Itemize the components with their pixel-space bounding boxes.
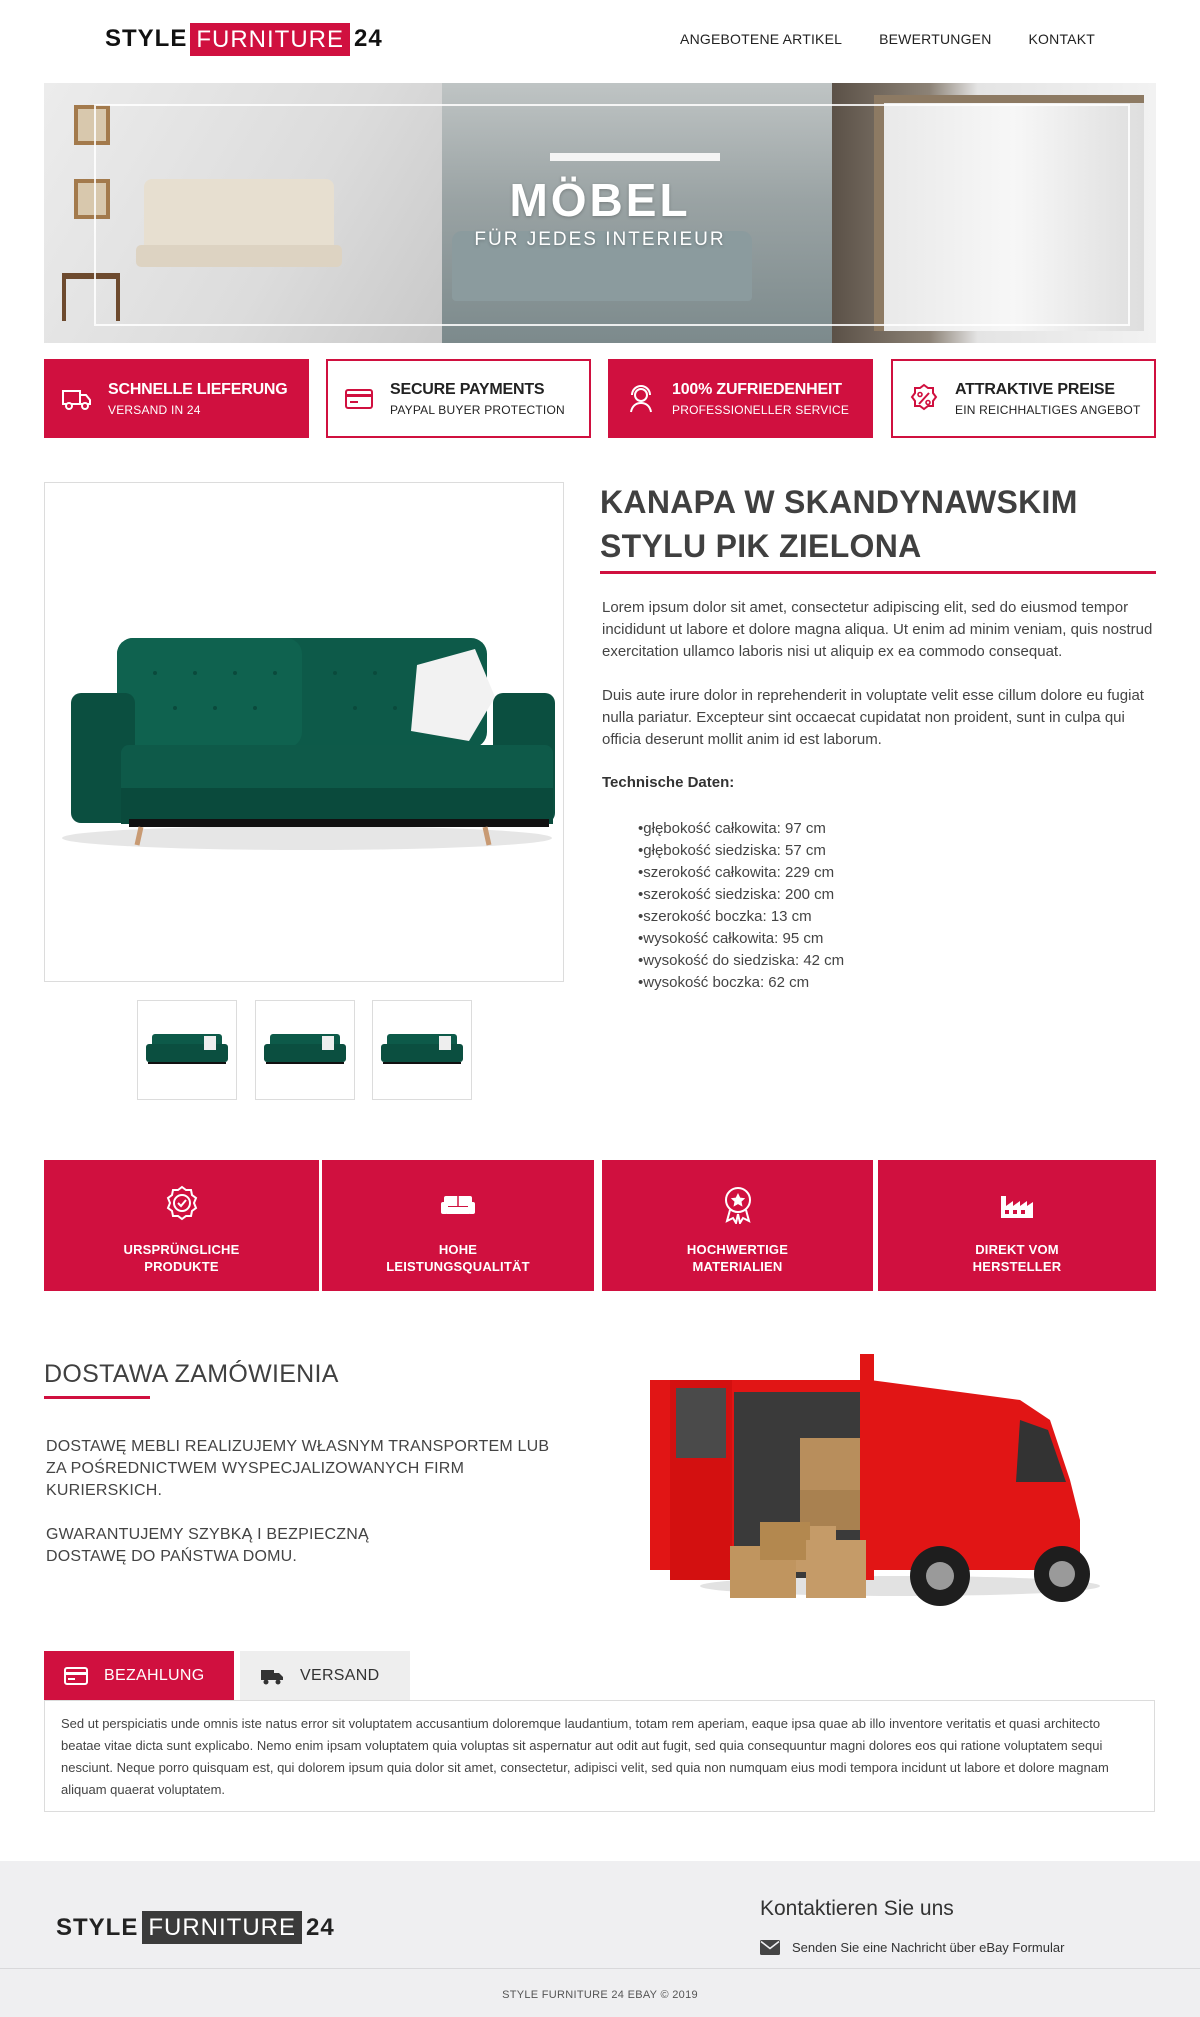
- brand-number: 24: [354, 25, 383, 52]
- hero-subtitle: FÜR JEDES INTERIEUR: [474, 229, 726, 250]
- brand-word-style: STYLE: [56, 1913, 139, 1941]
- nav-link-kontakt[interactable]: KONTAKT: [1028, 31, 1095, 47]
- discount-badge-icon: [907, 382, 941, 416]
- delivery-title: DOSTAWA ZAMÓWIENIA: [44, 1360, 339, 1388]
- hero-banner: [44, 83, 1156, 343]
- spec-item: • wysokość całkowita: 95 cm: [638, 928, 844, 950]
- feature-secure-payments: [326, 359, 591, 438]
- feature-title: 100% ZUFRIEDENHEIT: [672, 380, 842, 398]
- product-thumbnail[interactable]: [137, 1000, 237, 1100]
- spec-list: [638, 818, 844, 994]
- sofa-icon: [438, 1184, 478, 1224]
- product-thumbnail[interactable]: [255, 1000, 355, 1100]
- product-description: [602, 597, 1154, 773]
- feature-fast-delivery: [44, 359, 309, 438]
- product-main-image[interactable]: [44, 482, 564, 982]
- spec-item: • głębokość siedziska: 57 cm: [638, 840, 844, 862]
- brand-word-style: STYLE: [105, 25, 188, 52]
- red-van-with-boxes-image: [610, 1350, 1120, 1640]
- footer-divider: [0, 1968, 1200, 1969]
- contact-title: Kontaktieren Sie uns: [760, 1897, 954, 1920]
- benefit-label: HERSTELLER: [972, 1259, 1062, 1274]
- truck-icon: [60, 382, 94, 416]
- feature-subtitle: PAYPAL BUYER PROTECTION: [390, 402, 565, 417]
- benefit-label: MATERIALIEN: [692, 1259, 783, 1274]
- benefit-label: PRODUKTE: [144, 1259, 219, 1274]
- delivery-paragraph: GWARANTUJEMY SZYBKĄ I BEZPIECZNĄ DOSTAWĘ DO PAŃSTWA DOMU.: [46, 1526, 369, 1565]
- copyright-text: STYLE FURNITURE 24 EBAY © 2019: [502, 1989, 698, 2001]
- spec-item: • szerokość boczka: 13 cm: [638, 906, 844, 928]
- factory-icon: [997, 1184, 1037, 1224]
- header: [0, 0, 1200, 82]
- benefit-label: HOHE: [438, 1242, 478, 1257]
- product-thumbnail[interactable]: [372, 1000, 472, 1100]
- benefit-label: URSPRÜNGLICHE: [123, 1242, 240, 1257]
- spec-item: • wysokość boczka: 62 cm: [638, 972, 844, 994]
- brand-word-furniture: FURNITURE: [190, 23, 350, 56]
- benefit-direct-manufacturer: [878, 1160, 1156, 1291]
- delivery-title-underline: [44, 1396, 150, 1399]
- tech-data-label: Technische Daten:: [602, 774, 735, 791]
- credit-card-icon: [64, 1666, 88, 1686]
- nav-link-bewertungen[interactable]: BEWERTUNGEN: [879, 31, 992, 47]
- contact-link[interactable]: [760, 1940, 1064, 1955]
- feature-attractive-prices: [891, 359, 1156, 438]
- sofa-thumbnail-image: [377, 1028, 467, 1072]
- feature-satisfaction: [608, 359, 873, 438]
- description-paragraph: Lorem ipsum dolor sit amet, consectetur adipiscing elit, sed do eiusmod tempor incididunt ut labore et dolore magna aliqua. Ut enim ad minim veniam, quis nostrud exercitation ullamco laboris nisi ut aliquip ex ea commodo consequat.: [602, 599, 1153, 660]
- feature-title: ATTRAKTIVE PREISE: [955, 380, 1115, 398]
- description-paragraph: Duis aute irure dolor in reprehenderit in voluptate velit esse cillum dolore eu fugiat nulla pariatur. Excepteur sint occaecat cupidatat non proident, sunt in culpa qui officia deserunt mollit anim id est laborum.: [602, 687, 1144, 748]
- delivery-van-image: [610, 1350, 1120, 1640]
- feature-title: SECURE PAYMENTS: [390, 380, 545, 398]
- benefit-high-quality: [322, 1160, 594, 1291]
- footer: [0, 1861, 1200, 2017]
- credit-card-icon: [342, 382, 376, 416]
- title-underline: [600, 571, 1156, 574]
- spec-item: • szerokość siedziska: 200 cm: [638, 884, 844, 906]
- sofa-thumbnail-image: [260, 1028, 350, 1072]
- feature-subtitle: VERSAND IN 24: [108, 402, 201, 417]
- feature-strip: [44, 359, 1156, 438]
- brand-word-furniture: FURNITURE: [142, 1911, 302, 1944]
- spec-item: • wysokość do siedziska: 42 cm: [638, 950, 844, 972]
- benefit-label: LEISTUNGSQUALITÄT: [386, 1259, 530, 1274]
- footer-brand-logo[interactable]: [56, 1911, 335, 1944]
- benefit-label: DIREKT VOM: [975, 1242, 1059, 1257]
- tab-label: VERSAND: [300, 1666, 380, 1684]
- medal-star-icon: [718, 1184, 758, 1224]
- tab-panel: Sed ut perspiciatis unde omnis iste natus error sit voluptatem accusantium doloremque laudantium, totam rem aperiam, eaque ipsa quae ab illo inventore veritatis et quasi architecto beatae vitae dicta sunt explicabo. Nemo enim ipsam voluptatem quia voluptas sit aspernatur aut odit aut fugit, sed quia consequuntur magni dolores eos qui ratione voluptatem sequi nesciunt. Neque porro quisquam est, qui dolorem ipsum quia dolor sit amet, consectetur, adipisci velit, sed quia non numquam eius modi tempora incidunt ut labore et dolore magnam aliquam quaerat voluptatem.: [44, 1700, 1155, 1812]
- delivery-paragraph: DOSTAWĘ MEBLI REALIZUJEMY WŁASNYM TRANSPORTEM LUB ZA POŚREDNICTWEM WYSPECJALIZOWANYCH FIRM KURIERSKICH.: [46, 1438, 550, 1499]
- envelope-icon: [760, 1940, 780, 1955]
- info-tabs: [44, 1651, 410, 1700]
- product-title-line: STYLU PIK ZIELONA: [600, 528, 922, 564]
- truck-icon: [260, 1666, 284, 1686]
- green-sofa-image: [45, 483, 565, 983]
- spec-item: • głębokość całkowita: 97 cm: [638, 818, 844, 840]
- benefit-materials: [602, 1160, 873, 1291]
- brand-logo[interactable]: [105, 21, 383, 57]
- brand-number: 24: [306, 1913, 335, 1941]
- feature-title: SCHNELLE LIEFERUNG: [108, 380, 288, 398]
- feature-subtitle: PROFESSIONELLER SERVICE: [672, 402, 850, 417]
- nav-link-angebotene-artikel[interactable]: ANGEBOTENE ARTIKEL: [680, 31, 843, 47]
- sofa-thumbnail-image: [142, 1028, 232, 1072]
- spec-item: • szerokość całkowita: 229 cm: [638, 862, 844, 884]
- benefit-label: HOCHWERTIGE: [686, 1242, 789, 1257]
- feature-subtitle: EIN REICHHALTIGES ANGEBOT: [955, 402, 1141, 417]
- product-title: [600, 480, 1156, 568]
- main-nav: [680, 31, 1095, 47]
- benefit-original-products: [44, 1160, 319, 1291]
- tab-bezahlung[interactable]: [44, 1651, 234, 1700]
- award-badge-icon: [162, 1184, 202, 1224]
- tab-label: BEZAHLUNG: [104, 1666, 205, 1684]
- contact-text: Senden Sie eine Nachricht über eBay Formular: [792, 1940, 1065, 1955]
- hero-title: MÖBEL: [509, 174, 691, 226]
- product-title-line: KANAPA W SKANDYNAWSKIM: [600, 484, 1078, 520]
- support-agent-icon: [624, 382, 658, 416]
- benefits-strip: [44, 1160, 1156, 1291]
- tab-versand[interactable]: [240, 1651, 410, 1700]
- delivery-text: [46, 1436, 566, 1590]
